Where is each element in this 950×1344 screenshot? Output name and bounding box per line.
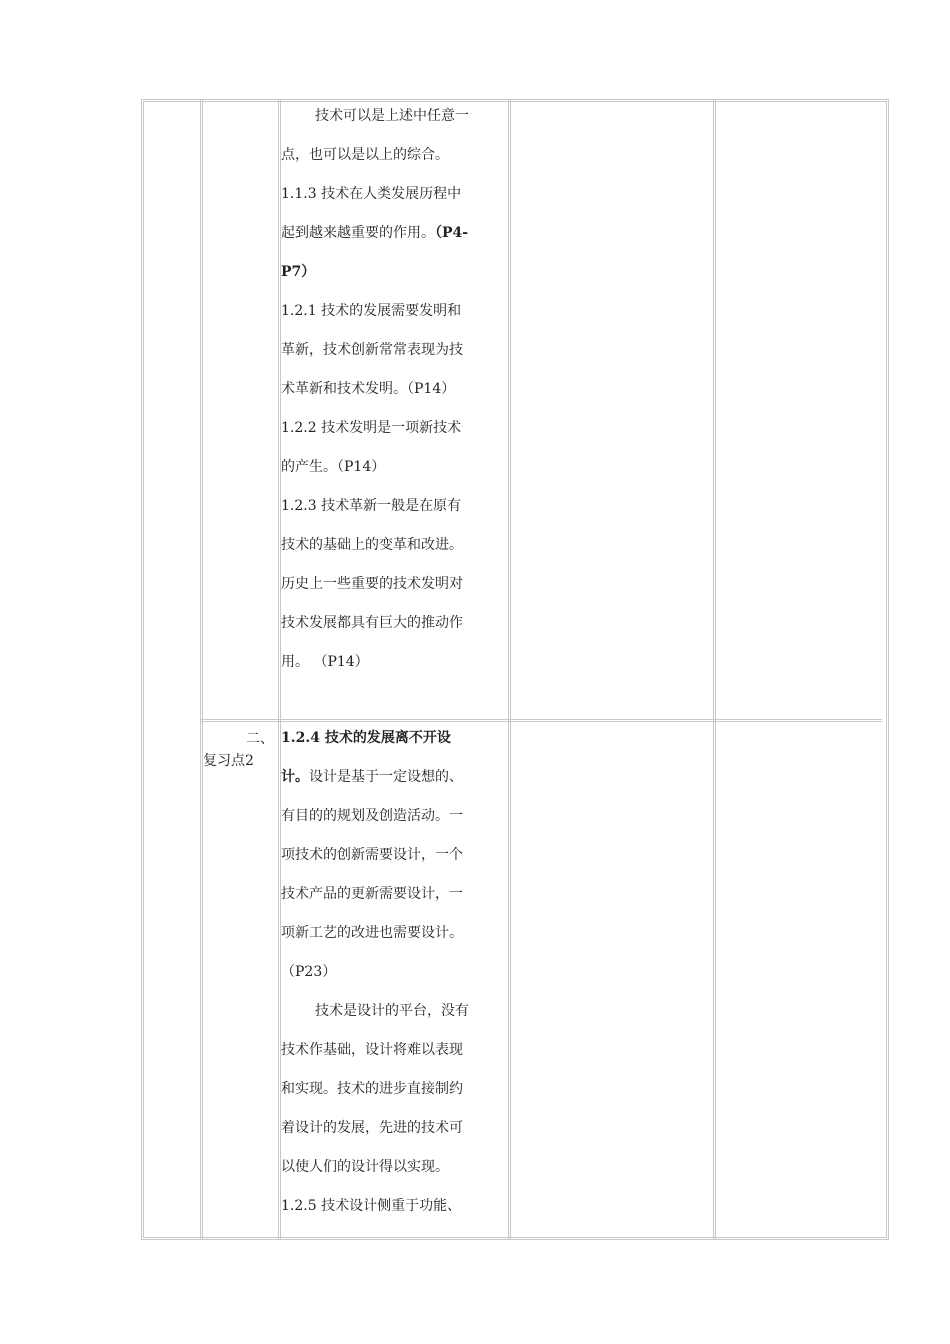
section2-content-cell [281, 719, 507, 1237]
column-divider-1 [200, 99, 203, 1240]
section2-line: 项新工艺的改进也需要设计。 [281, 925, 463, 941]
section1-text [281, 97, 507, 682]
section1-line: P7） [281, 264, 316, 280]
section1-line: 技术发展都具有巨大的推动作 [281, 615, 463, 631]
section2-line: 技术是设计的平台，没有 [315, 1003, 469, 1019]
section2-line: 项技术的创新需要设计，一个 [281, 847, 463, 863]
section2-label-cell [203, 728, 278, 788]
section1-line: 术革新和技术发明。（P14） [281, 381, 456, 397]
table-frame [141, 99, 889, 1240]
section2-line: 1.2.5 技术设计侧重于功能、 [281, 1198, 462, 1214]
section2-line: 计。设计是基于一定设想的、 [281, 769, 463, 785]
section1-line: 的产生。（P14） [281, 459, 386, 475]
column-divider-4 [713, 99, 716, 1240]
section1-line: 1.2.3 技术革新一般是在原有 [281, 498, 462, 514]
section1-content-cell [281, 97, 507, 717]
section2-number: 二、 [246, 731, 274, 747]
section1-line: 用。 （P14） [281, 654, 369, 670]
section2-line: 以使人们的设计得以实现。 [281, 1159, 449, 1175]
section1-line: 1.1.3 技术在人类发展历程中 [281, 186, 462, 202]
column-divider-3 [508, 99, 511, 1240]
section2-line: （P23） [281, 964, 337, 980]
section2-title: 复习点2 [203, 753, 254, 769]
section1-line: 技术可以是上述中任意一 [315, 108, 469, 124]
section2-line: 技术作基础，设计将难以表现 [281, 1042, 463, 1058]
section2-line: 着设计的发展，先进的技术可 [281, 1120, 463, 1136]
section1-line: 1.2.1 技术的发展需要发明和 [281, 303, 462, 319]
section2-line: 有目的的规划及创造活动。一 [281, 808, 463, 824]
section1-line: 1.2.2 技术发明是一项新技术 [281, 420, 462, 436]
section2-line: 技术产品的更新需要设计，一 [281, 886, 463, 902]
section2-line: 1.2.4 技术的发展离不开设 [281, 730, 451, 746]
section1-line: 点，也可以是以上的综合。 [281, 147, 449, 163]
section1-line: 历史上一些重要的技术发明对 [281, 576, 463, 592]
section1-line: 起到越来越重要的作用。（P4- [281, 225, 469, 241]
section1-line: 技术的基础上的变革和改进。 [281, 537, 463, 553]
section1-line: 革新，技术创新常常表现为技 [281, 342, 463, 358]
section2-text [281, 719, 507, 1226]
section2-line: 和实现。技术的进步直接制约 [281, 1081, 463, 1097]
